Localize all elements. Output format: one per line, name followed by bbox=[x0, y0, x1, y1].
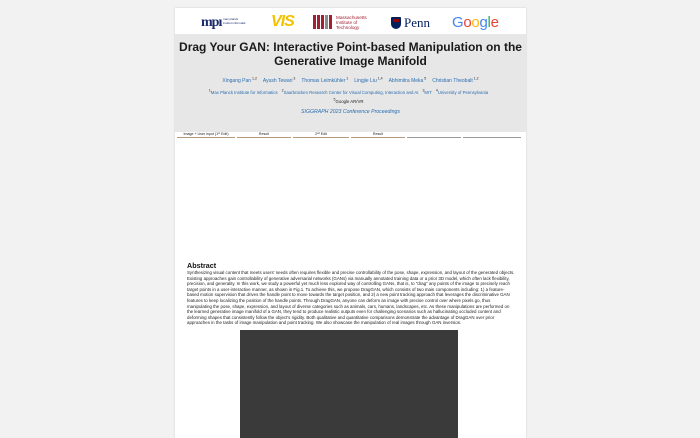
mpi-logo[interactable] bbox=[201, 12, 247, 34]
video-player[interactable] bbox=[240, 330, 458, 438]
abstract-text: Synthesizing visual content that meets users' needs often requires flexible and precise controllability of the pose, shape, expression, and layout of the generated objects. Existing approaches gain controllability of generative adversarial networks (GANs) via manually annotated training data or a prior 3D model, which often lack flexibility, precision, and generality. In this work, we study a powerful yet much less explored way of controlling GANs, that is, to "drag" any points of the image to precisely reach target points in a user-interactive manner, as shown in Fig.1. To achieve this, we propose DragGAN, which consists of two main components including: 1) a feature-based motion supervision that drives the handle point to move towards the target position, and 2) a new point tracking approach that leverages the discriminative GAN features to keep localizing the position of the handle points. Through DragGAN, anyone can deform an image with precise control over where pixels go, thus manipulating the pose, shape, expression, and layout of diverse categories such as animals, cars, humans, landscapes, etc. As these manipulations are performed on the learned generative image manifold of a GAN, they tend to produce realistic outputs even for challenging scenarios such as hallucinating occluded content and deforming shapes that consistently follow the object's rigidity. Both qualitative and quantitative comparisons demonstrate the advantage of DragGAN over prior approaches in the tasks of image manipulation and point tracking. We also showcase the manipulation of real images through GAN inversion. bbox=[187, 270, 515, 326]
affiliation-item[interactable] bbox=[209, 90, 278, 95]
author-link[interactable] bbox=[222, 78, 256, 84]
logo-bar bbox=[175, 12, 526, 34]
vis-logo-mark: VIS bbox=[271, 13, 294, 30]
affiliation-marker: 2 bbox=[281, 89, 284, 93]
affiliation-list bbox=[177, 88, 524, 105]
google-letter: e bbox=[490, 14, 499, 31]
author-link[interactable] bbox=[354, 78, 382, 84]
affiliation-marker: 5 bbox=[333, 97, 336, 102]
author-name: Xingang Pan bbox=[222, 77, 252, 84]
affiliation-marker: 3 bbox=[422, 89, 425, 93]
google-letter: l bbox=[487, 14, 491, 31]
author-link[interactable] bbox=[263, 78, 295, 84]
google-logo[interactable] bbox=[452, 12, 502, 34]
project-page bbox=[175, 8, 526, 438]
venue-link[interactable]: SIGGRAPH 2023 Conference Proceedings bbox=[301, 109, 400, 115]
affiliation-marker: 4 bbox=[435, 89, 438, 93]
author-list bbox=[175, 76, 526, 84]
teaser-label-2: Result bbox=[237, 132, 291, 138]
mit-logo[interactable] bbox=[313, 12, 373, 34]
author-name: Lingjie Liu bbox=[354, 77, 377, 84]
affiliation-item[interactable] bbox=[282, 90, 419, 95]
mpi-logo-mark: mpı bbox=[201, 15, 222, 30]
google-letter: G bbox=[452, 14, 464, 31]
mit-logo-text: Massachusetts Institute of Technology bbox=[336, 15, 367, 30]
affiliation-name: Max Planck Institute for Informatics bbox=[210, 90, 278, 96]
page-title: Drag Your GAN: Interactive Point-based Manipulation on the Generative Image Manifold bbox=[179, 40, 522, 68]
affiliation-item[interactable] bbox=[422, 90, 431, 95]
author-affiliation-marker: 5 bbox=[423, 76, 427, 80]
author-link[interactable] bbox=[432, 78, 478, 84]
google-letter: o bbox=[471, 14, 480, 31]
author-affiliation-marker: 1,2 bbox=[472, 76, 479, 80]
mit-logo-icon bbox=[313, 15, 333, 29]
affiliation-marker: 1 bbox=[208, 89, 211, 93]
vis-logo[interactable] bbox=[271, 12, 301, 34]
penn-logo[interactable] bbox=[391, 12, 443, 34]
mpi-logo-subtitle: max planck institut informatik bbox=[223, 17, 246, 25]
google-letter: g bbox=[479, 14, 488, 31]
teaser-label-5 bbox=[407, 132, 461, 138]
affiliation-name: Saarbrücken Research Center for Visual Computing, Interaction and AI bbox=[283, 90, 419, 96]
author-affiliation-marker: 1 bbox=[345, 76, 349, 80]
author-affiliation-marker: 1,2 bbox=[251, 76, 257, 80]
author-name: Thomas Leimkühler bbox=[301, 77, 346, 84]
author-link[interactable] bbox=[301, 78, 348, 84]
author-link[interactable] bbox=[389, 78, 427, 84]
abstract-heading: Abstract bbox=[187, 261, 217, 270]
author-affiliation-marker: 3 bbox=[292, 76, 296, 80]
affiliation-item[interactable] bbox=[436, 90, 488, 95]
author-name: Christian Theobalt bbox=[432, 77, 473, 84]
penn-shield-icon bbox=[391, 17, 401, 29]
google-logo-text bbox=[452, 14, 499, 31]
affiliation-name: MIT bbox=[424, 90, 432, 96]
affiliation-name: Google AR/VR bbox=[335, 98, 364, 104]
affiliation-item bbox=[334, 99, 364, 104]
author-name: Abhimitra Meka bbox=[388, 77, 424, 84]
teaser-label-6 bbox=[463, 132, 521, 138]
teaser-label-1: Image + User input (1ˢᵗ Edit) bbox=[177, 132, 235, 138]
author-affiliation-marker: 1,4 bbox=[376, 76, 383, 80]
teaser-label-3: 2ⁿᵈ Edit bbox=[293, 132, 349, 138]
penn-logo-text: Penn bbox=[404, 15, 430, 30]
author-name: Ayush Tewari bbox=[262, 77, 293, 84]
title-banner bbox=[175, 34, 526, 132]
google-letter: o bbox=[463, 14, 472, 31]
teaser-label-4: Result bbox=[351, 132, 405, 138]
affiliation-name: University of Pennsylvania bbox=[437, 90, 489, 96]
